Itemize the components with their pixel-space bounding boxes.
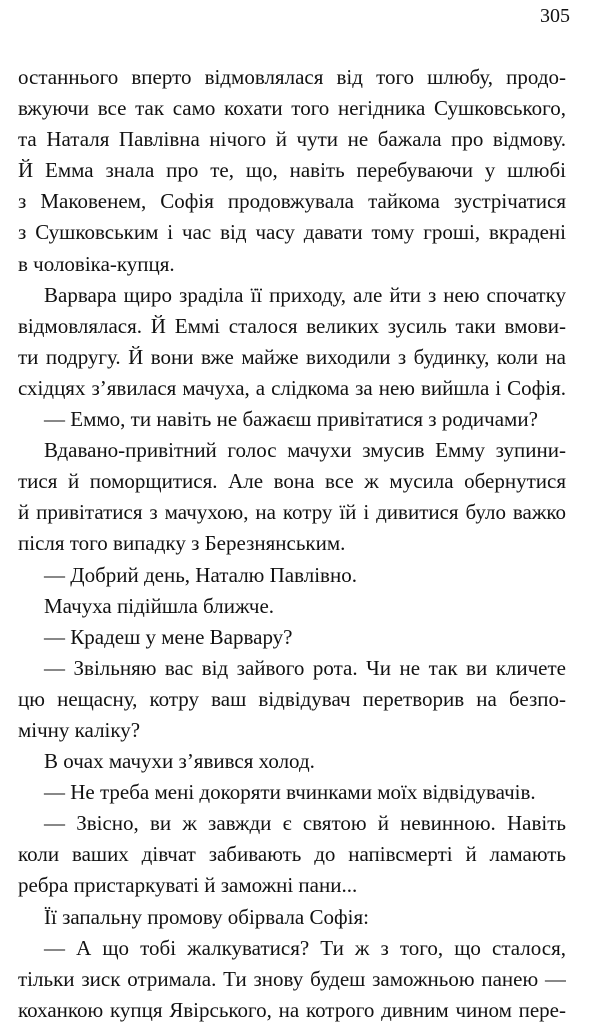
text-line: В очах мачухи з’явився холод. bbox=[44, 749, 315, 774]
text-line: — А що тобі жалкуватися? Ти ж з того, що сталося, bbox=[44, 935, 566, 960]
text-line: Й Емма знала про те, що, навіть перебуваючи у шлюбі bbox=[18, 158, 566, 183]
text-line: — Не треба мені докоряти вчинками моїх відвідувачів. bbox=[44, 780, 536, 805]
text-line: коханкою купця Явірського, на котрого дивним чином пере- bbox=[18, 997, 566, 1022]
text-line: цю нещасну, котру ваш відвідувач перетворив на безпо- bbox=[18, 686, 566, 711]
text-line: Варвара щиро зраділа її приходу, але йти з нею спочатку bbox=[44, 282, 566, 307]
text-line: — Звільняю вас від зайвого рота. Чи не так ви кличете bbox=[44, 655, 566, 680]
text-line: ти подругу. Й вони вже майже виходили з будинку, коли на bbox=[18, 344, 566, 369]
text-line: — Добрий день, Наталю Павлівно. bbox=[44, 562, 357, 587]
text-line: тися й поморщитися. Але вона все ж мусила обернутися bbox=[18, 469, 566, 494]
text-line: з Сушковським і час від часу давати тому гроші, вкрадені bbox=[18, 220, 566, 245]
text-line: останнього вперто відмовлялася від того шлюбу, продо- bbox=[18, 65, 566, 89]
text-line: тільки зиск отримала. Ти знову будеш заможньою панею — bbox=[18, 966, 566, 991]
text-line: та Наталя Павлівна нічого й чути не бажала про відмову. bbox=[18, 127, 566, 152]
text-line: коли ваших дівчат забивають до напівсмерті й ламають bbox=[18, 842, 566, 867]
text-line: відмовлялася. Й Еммі сталося великих зусиль таки вмови- bbox=[18, 313, 566, 338]
text-line: Мачуха підійшла ближче. bbox=[44, 593, 275, 618]
text-line: — Еммо, ти навіть не бажаєш привітатися з родичами? bbox=[44, 407, 538, 432]
text-line: — Крадеш у мене Варвару? bbox=[44, 624, 293, 649]
text-line: Вдавано-привітний голос мачухи змусив Емму зупини- bbox=[44, 438, 566, 463]
text-line: мічну каліку? bbox=[18, 717, 141, 742]
text-line: й привітатися з мачухою, на котру їй і дивитися було важко bbox=[18, 500, 566, 525]
text-line: вжуючи все так само кохати того негідника Сушковського, bbox=[18, 96, 566, 121]
text-line: Її запальну промову обірвала Софія: bbox=[44, 904, 369, 929]
text-line: в чоловіка-купця. bbox=[18, 251, 175, 276]
body-text bbox=[18, 62, 566, 1026]
text-line: з Маковенем, Софія продовжувала тайкома зустрічатися bbox=[18, 189, 566, 214]
text-line: ребра пристаркуваті й заможні пани... bbox=[18, 873, 358, 898]
text-line: — Звісно, ви ж завжди є святою й невинною. Навіть bbox=[44, 811, 566, 836]
page-number: 305 bbox=[540, 5, 570, 27]
text-line: східцях з’явилася мачуха, а слідкома за нею вийшла і Софія. bbox=[18, 375, 566, 400]
text-line: після того випадку з Березнянським. bbox=[18, 531, 346, 556]
